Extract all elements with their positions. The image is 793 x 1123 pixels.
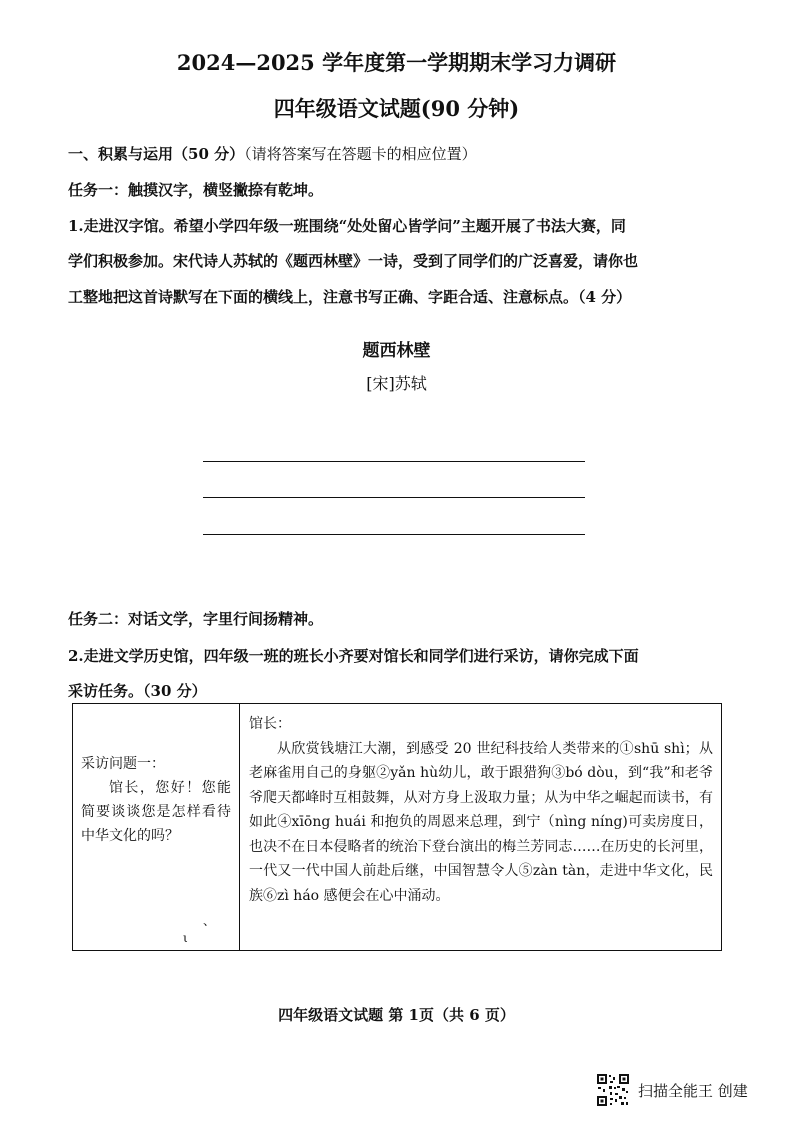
q1-line-1: 1.走进汉字馆。希望小学四年级一班围绕“处处留心皆学问”主题开展了书法大赛，同 <box>68 217 626 235</box>
question-label: 采访问题一： <box>81 756 165 772</box>
interview-question-cell <box>73 704 240 951</box>
question-text: 馆长，您好！您能简要谈谈您是怎样看待中华文化的吗？ <box>81 780 231 844</box>
section-heading <box>68 143 477 164</box>
interview-answer-cell <box>240 704 722 951</box>
section-heading-text: 一、积累与运用（50 分） <box>68 145 245 163</box>
page-footer: 四年级语文试题 第 1页（共 6 页） <box>278 1006 515 1024</box>
tick-mark: 、 <box>203 914 216 928</box>
interview-table <box>72 703 722 951</box>
exam-title: 2024—2025 学年度第一学期期末学习力调研 <box>176 50 617 75</box>
answer-text: 从欣赏钱塘江大潮，到感受 20 世纪科技给人类带来的①shū shì；从老麻雀用自己的身躯②yǎn hù幼儿，敢于跟猎狗③bó dòu，到“我”和老爷爷爬天都峰时互相鼓舞，从对方身上汲取力量；从为中华之崛起而读书，有如此④xīōng huái 和抱负的周恩来总理，到宁（nìng níng)可卖房度日，也决不在日本侵略者的统治下登台演出的梅兰芳同志……在历史的长河里，一代又一代中国人前赴后继，中国智慧令人⑤zàn tàn，走进中华文化，民族⑥zì háo 感便会在心中涌动。 <box>249 740 713 904</box>
poem-title: 题西林壁 <box>362 341 431 361</box>
answer-label: 馆长： <box>249 716 291 732</box>
answer-line-3[interactable] <box>203 534 585 535</box>
q2-line-2: 采访任务。（30 分） <box>68 682 207 700</box>
section-heading-note: （请将答案写在答题卡的相应位置） <box>244 145 477 163</box>
poem-author: [宋]苏轼 <box>366 374 427 393</box>
q2-line-1: 2.走进文学历史馆，四年级一班的班长小齐要对馆长和同学们进行采访，请你完成下面 <box>68 647 639 665</box>
q1-line-3: 工整地把这首诗默写在下面的横线上，注意书写正确、字距合适、注意标点。（4 分） <box>68 288 632 306</box>
task1-title: 任务一：触摸汉字，横竖撇捺有乾坤。 <box>68 181 324 199</box>
scanner-watermark: 扫描全能王 创建 <box>638 1082 748 1100</box>
q1-line-2: 学们积极参加。宋代诗人苏轼的《题西林壁》一诗，受到了同学们的广泛喜爱，请你也 <box>68 252 639 270</box>
task2-title: 任务二：对话文学，字里行间扬精神。 <box>68 610 324 628</box>
answer-line-1[interactable] <box>203 461 585 462</box>
answer-line-2[interactable] <box>203 497 585 498</box>
exam-subtitle: 四年级语文试题(90 分钟) <box>273 96 520 121</box>
qr-code-icon <box>596 1073 630 1107</box>
tick-mark: ι <box>183 931 188 945</box>
